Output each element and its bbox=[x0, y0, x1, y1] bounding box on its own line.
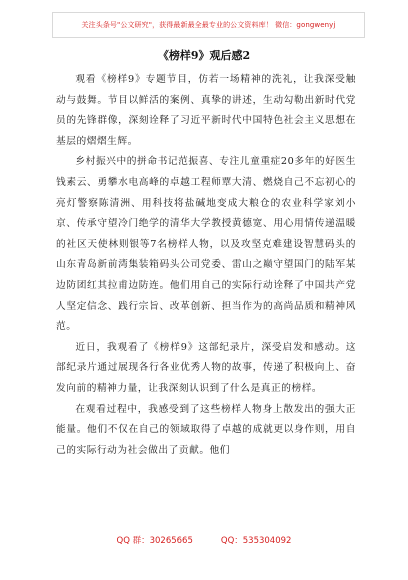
paragraph-1: 观看《榜样9》专题节目，仿若一场精神的洗礼，让我深受触动与鼓舞。节目以鲜活的案例、真挚的讲述，生动勾勒出新时代党员的先锋群像，深刻诠释了习近平新时代中国特色社会主义思想在基层的熠熠生辉。 bbox=[56, 74, 356, 147]
footer-contact bbox=[0, 534, 408, 546]
document-title: 《榜样9》观后感2 bbox=[157, 49, 251, 62]
paragraph-2: 乡村振兴中的拼命书记范振喜、专注儿童重症20多年的好医生钱素云、勇攀水电高峰的卓越工程师覃大清、燃烧自己不忘初心的亮灯警察陈清洲、用科技将盐碱地变成大粮仓的农业科学家刘小京、传承守望冷门绝学的清华大学教授黄德宽、用心用情传递温暖的社区天使林则银等7名榜样人物，以及攻坚克难建设智慧码头的山东青岛新前湾集装箱码头公司党委、雷山之巅守望国门的陆军某边防团红其拉甫边防连。他们用自己的实际行动诠释了中国共产党人坚定信念、践行宗旨、改革创新、担当作为的高尚品质和精神风范。 bbox=[56, 156, 356, 333]
document-body bbox=[56, 70, 356, 461]
paragraph-4: 在观看过程中，我感受到了这些榜样人物身上散发出的强大正能量。他们不仅在自己的领域取得了卓越的成就更以身作则，用自己的实际行动为社会做出了贡献。他们 bbox=[56, 403, 356, 456]
footer-qq-group: QQ 群：30265665 bbox=[116, 536, 193, 546]
header-text: 关注头条号"公文研究"，获得最新最全最专业的公文资料库！ 微信：gongwenyj bbox=[81, 21, 336, 29]
paragraph-3: 近日，我观看了《榜样9》这部纪录片，深受启发和感动。这部纪录片通过展现各行各业优秀人物的故事，传递了积极向上、奋发向前的精神力量，让我深刻认识到了什么是真正的榜样。 bbox=[56, 341, 356, 394]
footer-qq: QQ：535304092 bbox=[220, 536, 292, 546]
header-banner bbox=[52, 12, 365, 38]
